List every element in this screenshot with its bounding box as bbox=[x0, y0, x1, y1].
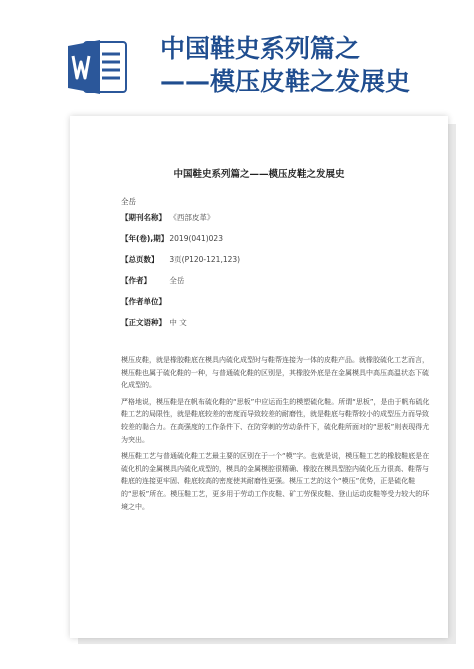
document-body bbox=[121, 354, 431, 517]
paragraph: 严格地说，模压鞋是在帆布硫化鞋的“思板”中应运而生的模塑硫化鞋。所谓“思板”，是由于帆布硫化鞋工艺的局限性，就是鞋底较差的密度而导致较差的耐磨性，就是鞋底与鞋帮较小的成型压力而导致较差的黏合力。在高强度的工作条件下、在防穿刺的劳动条件下，硫化鞋所面对的“思板”则表现得尤为突出。 bbox=[121, 397, 430, 444]
document-author: 全岳 bbox=[121, 197, 136, 206]
meta-value: 中 文 bbox=[169, 318, 187, 327]
meta-key: 【期刊名称】 bbox=[121, 213, 166, 222]
meta-row-language bbox=[121, 317, 187, 328]
banner-title-line1: 中国鞋史系列篇之 bbox=[160, 34, 361, 63]
meta-row-author bbox=[121, 275, 184, 286]
banner bbox=[0, 0, 474, 112]
banner-title bbox=[160, 32, 470, 98]
meta-key: 【年(卷),期】 bbox=[121, 234, 169, 243]
meta-key: 【正文语种】 bbox=[121, 318, 166, 327]
meta-value: 全岳 bbox=[169, 276, 185, 285]
meta-value: 2019(041)023 bbox=[169, 234, 223, 243]
meta-key: 【作者】 bbox=[121, 276, 151, 285]
meta-row-affiliation bbox=[121, 296, 167, 307]
paragraph: 模压皮鞋，就是橡胶鞋底在模具内硫化成型时与鞋帮连接为一体的皮鞋产品。就橡胶硫化工艺而言，模压鞋也属于硫化鞋的一种，与普通硫化鞋的区别是，其橡胶外底是在金属模具中高压高温状态下硫化成型的。 bbox=[121, 356, 429, 390]
meta-key: 【作者单位】 bbox=[121, 297, 166, 306]
word-document-icon bbox=[66, 38, 130, 96]
document-page bbox=[70, 116, 448, 638]
meta-value: 《西部皮革》 bbox=[169, 213, 215, 222]
banner-title-line2: ——模压皮鞋之发展史 bbox=[160, 67, 411, 96]
meta-value: 3页(P120-121,123) bbox=[169, 255, 241, 264]
paragraph: 模压鞋工艺与普通硫化鞋工艺最主要的区别在于一个“模”字。也就是说，模压鞋工艺的橡胶鞋底是在硫化机的金属模具内硫化成型的，模具的金属模腔很精确、橡胶在模具型腔内硫化压力很高、鞋帮与鞋底的连接更牢固、鞋底较高的密度使其耐磨性更强。模压工艺的这个“模压”优势，正是硫化鞋的“思板”所在。模压鞋工艺，更多用于劳动工作皮鞋、矿工劳保皮鞋、登山运动皮鞋等受力较大的环境之中。 bbox=[121, 452, 430, 511]
meta-row-volume bbox=[121, 233, 223, 244]
document-title: 中国鞋史系列篇之——模压皮鞋之发展史 bbox=[173, 169, 345, 180]
meta-row-journal bbox=[121, 212, 214, 223]
meta-row-pages bbox=[121, 254, 240, 265]
meta-key: 【总页数】 bbox=[121, 255, 159, 264]
